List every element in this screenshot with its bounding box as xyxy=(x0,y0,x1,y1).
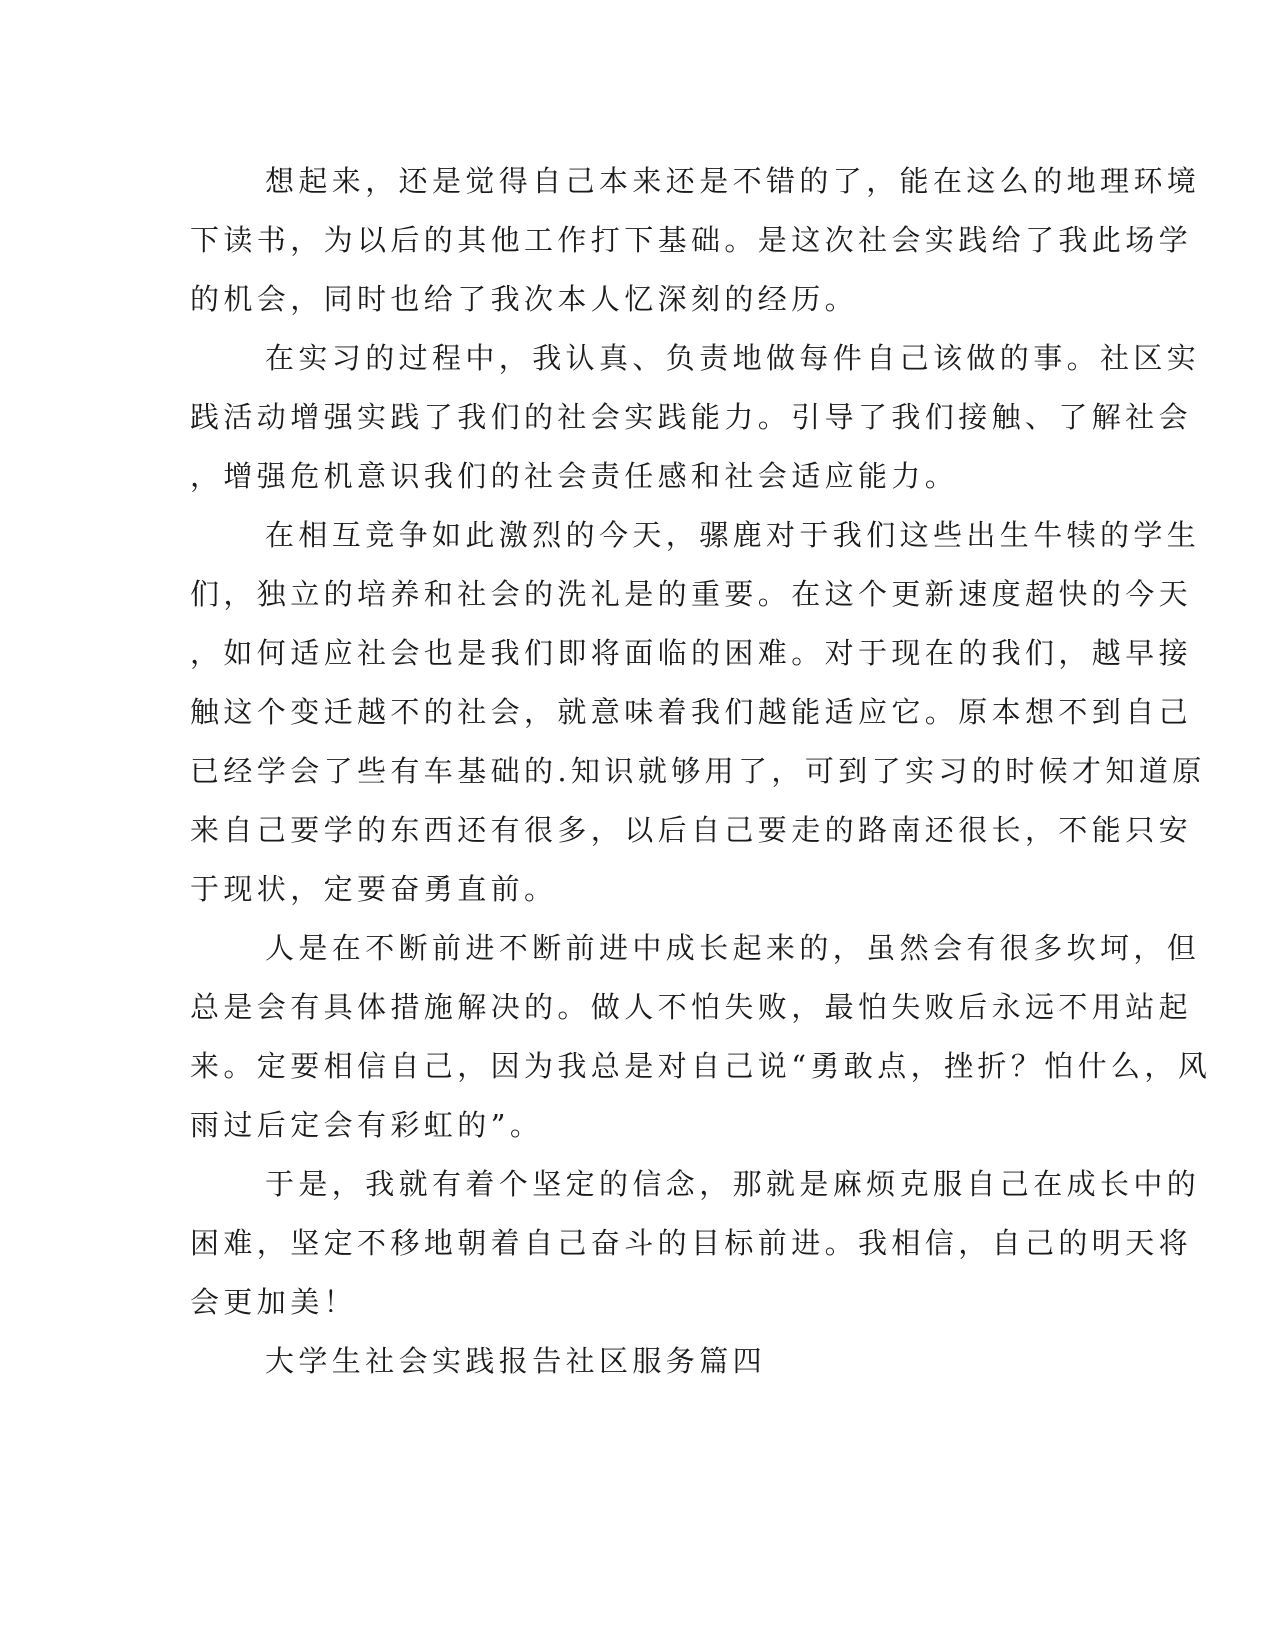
text-line: 下读书，为以后的其他工作打下基础。是这次社会实践给了我此场学 xyxy=(190,223,1193,257)
text-line: 会更加美！ xyxy=(190,1285,358,1319)
text-line: 来。定要相信自己，因为我总是对自己说“勇敢点，挫折？怕什么，风 xyxy=(190,1049,1212,1083)
text-line: 总是会有具体措施解决的。做人不怕失败，最怕失败后永远不用站起 xyxy=(190,990,1193,1024)
text-line: 来自己要学的东西还有很多，以后自己要走的路南还很长，不能只安 xyxy=(190,813,1193,847)
section-heading: 大学生社会实践报告社区服务篇四 xyxy=(265,1344,767,1378)
text-line: 雨过后定会有彩虹的”。 xyxy=(190,1108,544,1142)
text-line: 已经学会了些有车基础的.知识就够用了，可到了实习的时候才知道原 xyxy=(190,754,1206,788)
text-line: 在实习的过程中，我认真、负责地做每件自己该做的事。社区实 xyxy=(265,341,1201,375)
text-line: ，如何适应社会也是我们即将面临的困难。对于现在的我们，越早接 xyxy=(190,636,1193,670)
text-line: 想起来，还是觉得自己本来还是不错的了，能在这么的地理环境 xyxy=(265,164,1201,198)
text-line: 困难，坚定不移地朝着自己奋斗的目标前进。我相信，自己的明天将 xyxy=(190,1226,1193,1260)
text-line: 在相互竞争如此激烈的今天，骡鹿对于我们这些出生牛犊的学生 xyxy=(265,518,1201,552)
text-line: ，增强危机意识我们的社会责任感和社会适应能力。 xyxy=(190,459,959,493)
text-line: 践活动增强实践了我们的社会实践能力。引导了我们接触、了解社会 xyxy=(190,400,1193,434)
text-line: 触这个变迁越不的社会，就意味着我们越能适应它。原本想不到自己 xyxy=(190,695,1193,729)
text-line: 们，独立的培养和社会的洗礼是的重要。在这个更新速度超快的今天 xyxy=(190,577,1193,611)
text-line: 于现状，定要奋勇直前。 xyxy=(190,872,558,906)
text-line: 于是，我就有着个坚定的信念，那就是麻烦克服自己在成长中的 xyxy=(265,1167,1201,1201)
text-line: 人是在不断前进不断前进中成长起来的，虽然会有很多坎坷，但 xyxy=(265,931,1201,965)
text-line: 的机会，同时也给了我次本人忆深刻的经历。 xyxy=(190,282,859,316)
